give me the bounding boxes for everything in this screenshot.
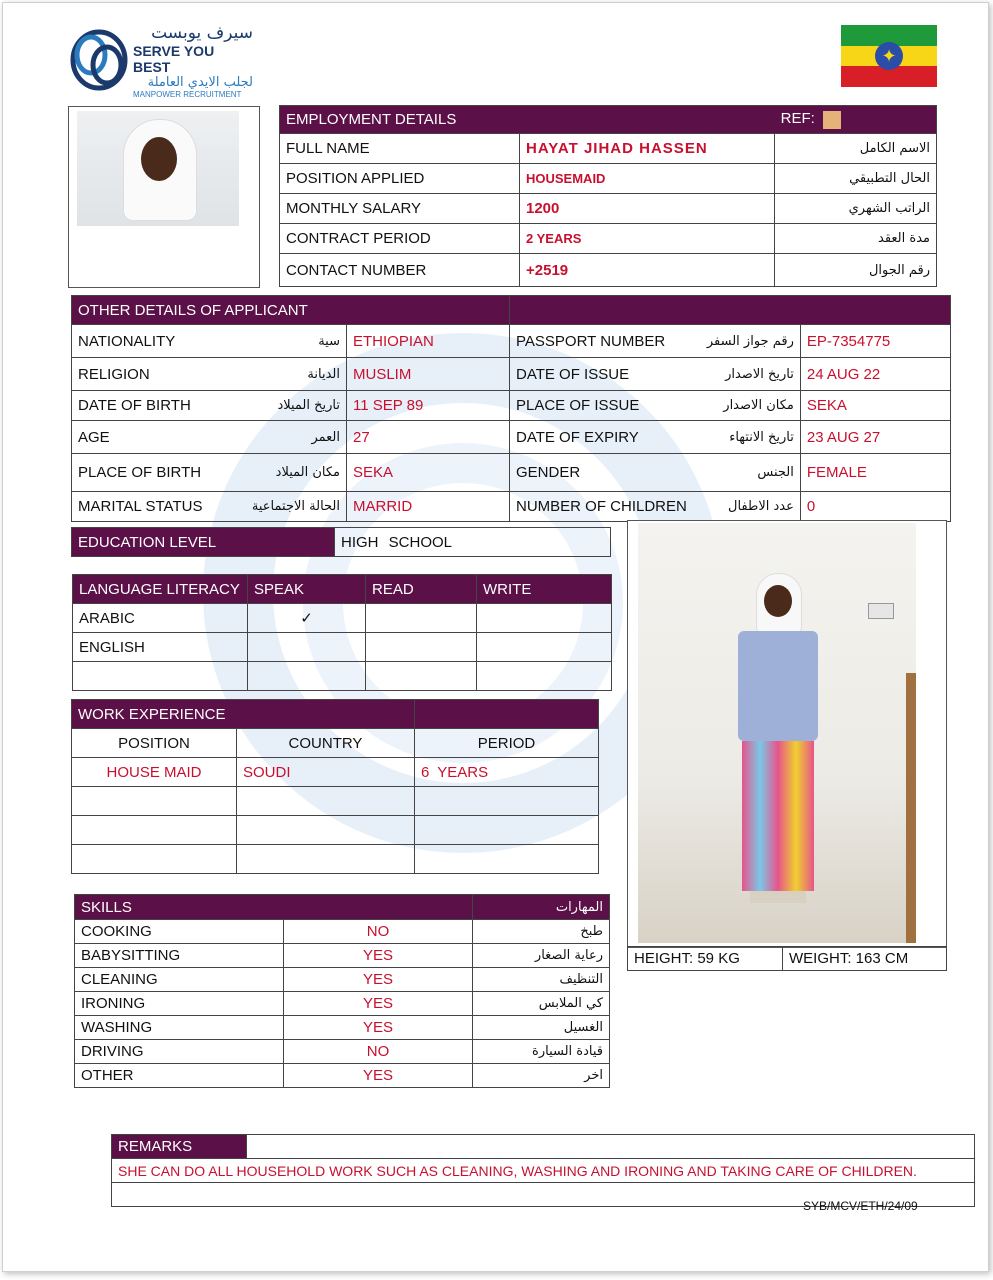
- skill-name-ar: كي الملابس: [473, 992, 610, 1016]
- lang-read: [366, 662, 477, 691]
- lang-write: [477, 662, 612, 691]
- other-row: [72, 492, 951, 522]
- company-logo-text: [133, 23, 253, 99]
- other-label-ar: الجنس: [693, 454, 801, 492]
- lang-speak: [248, 633, 366, 662]
- lang-row: [73, 604, 612, 633]
- portrait-image: [77, 111, 239, 226]
- emp-label: MONTHLY SALARY: [280, 194, 520, 224]
- skill-value: YES: [284, 944, 473, 968]
- work-position: [72, 787, 237, 816]
- ethiopia-flag-icon: ✦: [841, 25, 937, 87]
- emp-row-position: [280, 164, 937, 194]
- other-label: DATE OF BIRTH: [72, 391, 245, 421]
- emp-label-ar: الحال التطبيقي: [775, 164, 937, 194]
- lang-header: SPEAK: [248, 575, 366, 604]
- other-row: [72, 391, 951, 421]
- other-label: PLACE OF BIRTH: [72, 454, 245, 492]
- other-value: MUSLIM: [347, 358, 510, 391]
- lang-name: [73, 662, 248, 691]
- other-label: NUMBER OF CHILDREN: [510, 492, 693, 522]
- other-value: 11 SEP 89: [347, 391, 510, 421]
- logo-arabic: سيرف يوبست: [151, 23, 253, 43]
- other-label-ar: سية: [244, 325, 347, 358]
- other-label: DATE OF EXPIRY: [510, 421, 693, 454]
- skill-row: [75, 920, 610, 944]
- lang-row: [73, 662, 612, 691]
- logo-sub-arabic: لجلب الايدي العاملة: [147, 75, 253, 90]
- weight-value: WEIGHT: 163 CM: [783, 947, 947, 971]
- emp-value: 2 YEARS: [520, 224, 775, 254]
- skill-name: COOKING: [75, 920, 284, 944]
- work-country: [237, 816, 415, 845]
- remarks-text: SHE CAN DO ALL HOUSEHOLD WORK SUCH AS CLEANING, WASHING AND IRONING AND TAKING CARE OF CHILDREN.: [112, 1159, 975, 1183]
- lang-header: WRITE: [477, 575, 612, 604]
- cv-page: [2, 2, 989, 1272]
- work-period: 6 YEARS: [415, 758, 599, 787]
- work-row: [72, 816, 599, 845]
- lang-header: READ: [366, 575, 477, 604]
- other-value: 23 AUG 27: [800, 421, 950, 454]
- skill-name-ar: قيادة السيارة: [473, 1040, 610, 1064]
- skill-value: YES: [284, 968, 473, 992]
- skill-name: OTHER: [75, 1064, 284, 1088]
- other-label: NATIONALITY: [72, 325, 245, 358]
- other-value: SEKA: [800, 391, 950, 421]
- work-country: [237, 787, 415, 816]
- emp-label-ar: الراتب الشهري: [775, 194, 937, 224]
- emp-label: CONTACT NUMBER: [280, 254, 520, 287]
- lang-header: LANGUAGE LITERACY: [73, 575, 248, 604]
- skill-value: YES: [284, 992, 473, 1016]
- other-label: PASSPORT NUMBER: [510, 325, 693, 358]
- work-header: POSITION: [72, 729, 237, 758]
- work-period: [415, 787, 599, 816]
- logo-english: SERVE YOU BEST: [133, 43, 215, 75]
- skill-name: WASHING: [75, 1016, 284, 1040]
- lang-name: ARABIC: [73, 604, 248, 633]
- skill-value: YES: [284, 1016, 473, 1040]
- other-label: RELIGION: [72, 358, 245, 391]
- lang-row: [73, 633, 612, 662]
- skill-name: IRONING: [75, 992, 284, 1016]
- work-title: WORK EXPERIENCE: [72, 700, 415, 729]
- work-row: [72, 787, 599, 816]
- other-label-ar: تاريخ الميلاد: [244, 391, 347, 421]
- applicant-portrait: [68, 106, 260, 288]
- emp-label: FULL NAME: [280, 134, 520, 164]
- skill-name-ar: التنظيف: [473, 968, 610, 992]
- emp-value: 1200: [520, 194, 775, 224]
- skill-name-ar: الغسيل: [473, 1016, 610, 1040]
- skill-name: DRIVING: [75, 1040, 284, 1064]
- language-table: [72, 574, 612, 691]
- emp-value: HOUSEMAID: [520, 164, 775, 194]
- full-photo-image: [638, 523, 916, 943]
- other-label: GENDER: [510, 454, 693, 492]
- lang-read: [366, 633, 477, 662]
- emp-label: POSITION APPLIED: [280, 164, 520, 194]
- emp-row-salary: [280, 194, 937, 224]
- height-value: HEIGHT: 59 KG: [628, 947, 783, 971]
- other-value: 27: [347, 421, 510, 454]
- other-row: [72, 358, 951, 391]
- skill-row: [75, 968, 610, 992]
- emp-label-ar: الاسم الكامل: [775, 134, 937, 164]
- work-experience-table: [71, 699, 599, 874]
- other-label-ar: الحالة الاجتماعية: [244, 492, 347, 522]
- lang-speak: ✓: [248, 604, 366, 633]
- skill-name-ar: رعاية الصغار: [473, 944, 610, 968]
- other-details-title: OTHER DETAILS OF APPLICANT: [72, 296, 510, 325]
- work-period: [415, 845, 599, 874]
- emp-label-ar: مدة العقد: [775, 224, 937, 254]
- remarks-table: [111, 1134, 975, 1207]
- logo-sub-english: MANPOWER RECRUITMENT: [133, 90, 242, 99]
- skills-title: SKILLS: [75, 895, 473, 920]
- work-country: SOUDI: [237, 758, 415, 787]
- other-value: SEKA: [347, 454, 510, 492]
- skill-value: NO: [284, 920, 473, 944]
- other-value: 24 AUG 22: [800, 358, 950, 391]
- other-label: MARITAL STATUS: [72, 492, 245, 522]
- work-header: COUNTRY: [237, 729, 415, 758]
- emp-row-contract: [280, 224, 937, 254]
- education-table: [71, 527, 611, 557]
- other-row: [72, 421, 951, 454]
- other-label-ar: الديانة: [244, 358, 347, 391]
- other-label-ar: رقم جواز السفر: [693, 325, 801, 358]
- other-label-ar: تاريخ الاصدار: [693, 358, 801, 391]
- other-value: MARRID: [347, 492, 510, 522]
- skill-value: NO: [284, 1040, 473, 1064]
- other-label-ar: العمر: [244, 421, 347, 454]
- skill-row: [75, 992, 610, 1016]
- emp-value: HAYAT JIHAD HASSEN: [520, 134, 775, 164]
- skills-title-ar: المهارات: [473, 895, 610, 920]
- measurements-table: [627, 946, 947, 971]
- work-country: [237, 845, 415, 874]
- ref-redacted: [823, 111, 841, 129]
- other-label: PLACE OF ISSUE: [510, 391, 693, 421]
- other-value: 0: [800, 492, 950, 522]
- lang-read: [366, 604, 477, 633]
- other-row: [72, 454, 951, 492]
- other-label-ar: عدد الاطفال: [693, 492, 801, 522]
- other-label: DATE OF ISSUE: [510, 358, 693, 391]
- skill-row: [75, 1016, 610, 1040]
- work-row: [72, 845, 599, 874]
- education-value: HIGH SCHOOL: [335, 528, 611, 557]
- skill-name: BABYSITTING: [75, 944, 284, 968]
- work-position: [72, 845, 237, 874]
- work-position: [72, 816, 237, 845]
- other-details-table: [71, 295, 951, 522]
- work-position: HOUSE MAID: [72, 758, 237, 787]
- work-period: [415, 816, 599, 845]
- other-value: EP-7354775: [800, 325, 950, 358]
- education-label: EDUCATION LEVEL: [72, 528, 335, 557]
- skill-row: [75, 1064, 610, 1088]
- other-value: FEMALE: [800, 454, 950, 492]
- emp-row-full-name: [280, 134, 937, 164]
- skills-table: [74, 894, 610, 1088]
- skill-name-ar: اخر: [473, 1064, 610, 1088]
- skill-row: [75, 944, 610, 968]
- other-label-ar: مكان الميلاد: [244, 454, 347, 492]
- skill-name: CLEANING: [75, 968, 284, 992]
- emp-label: CONTRACT PERIOD: [280, 224, 520, 254]
- skill-row: [75, 1040, 610, 1064]
- lang-speak: [248, 662, 366, 691]
- lang-write: [477, 604, 612, 633]
- lang-name: ENGLISH: [73, 633, 248, 662]
- other-label: AGE: [72, 421, 245, 454]
- other-label-ar: تاريخ الانتهاء: [693, 421, 801, 454]
- work-row: [72, 758, 599, 787]
- lang-write: [477, 633, 612, 662]
- emp-value: +2519: [520, 254, 775, 287]
- other-row: [72, 325, 951, 358]
- emp-row-contact: [280, 254, 937, 287]
- skill-name-ar: طبخ: [473, 920, 610, 944]
- company-logo-icon: [69, 25, 129, 95]
- other-value: ETHIOPIAN: [347, 325, 510, 358]
- skill-value: YES: [284, 1064, 473, 1088]
- document-code: SYB/MCV/ETH/24/09: [803, 1199, 918, 1213]
- applicant-full-photo: [627, 520, 947, 948]
- other-label-ar: مكان الاصدار: [693, 391, 801, 421]
- employment-details-table: [279, 105, 937, 287]
- ref-label: REF:: [780, 110, 815, 128]
- work-header: PERIOD: [415, 729, 599, 758]
- emp-label-ar: رقم الجوال: [775, 254, 937, 287]
- employment-title: EMPLOYMENT DETAILS: [280, 106, 775, 134]
- remarks-title: REMARKS: [112, 1135, 247, 1159]
